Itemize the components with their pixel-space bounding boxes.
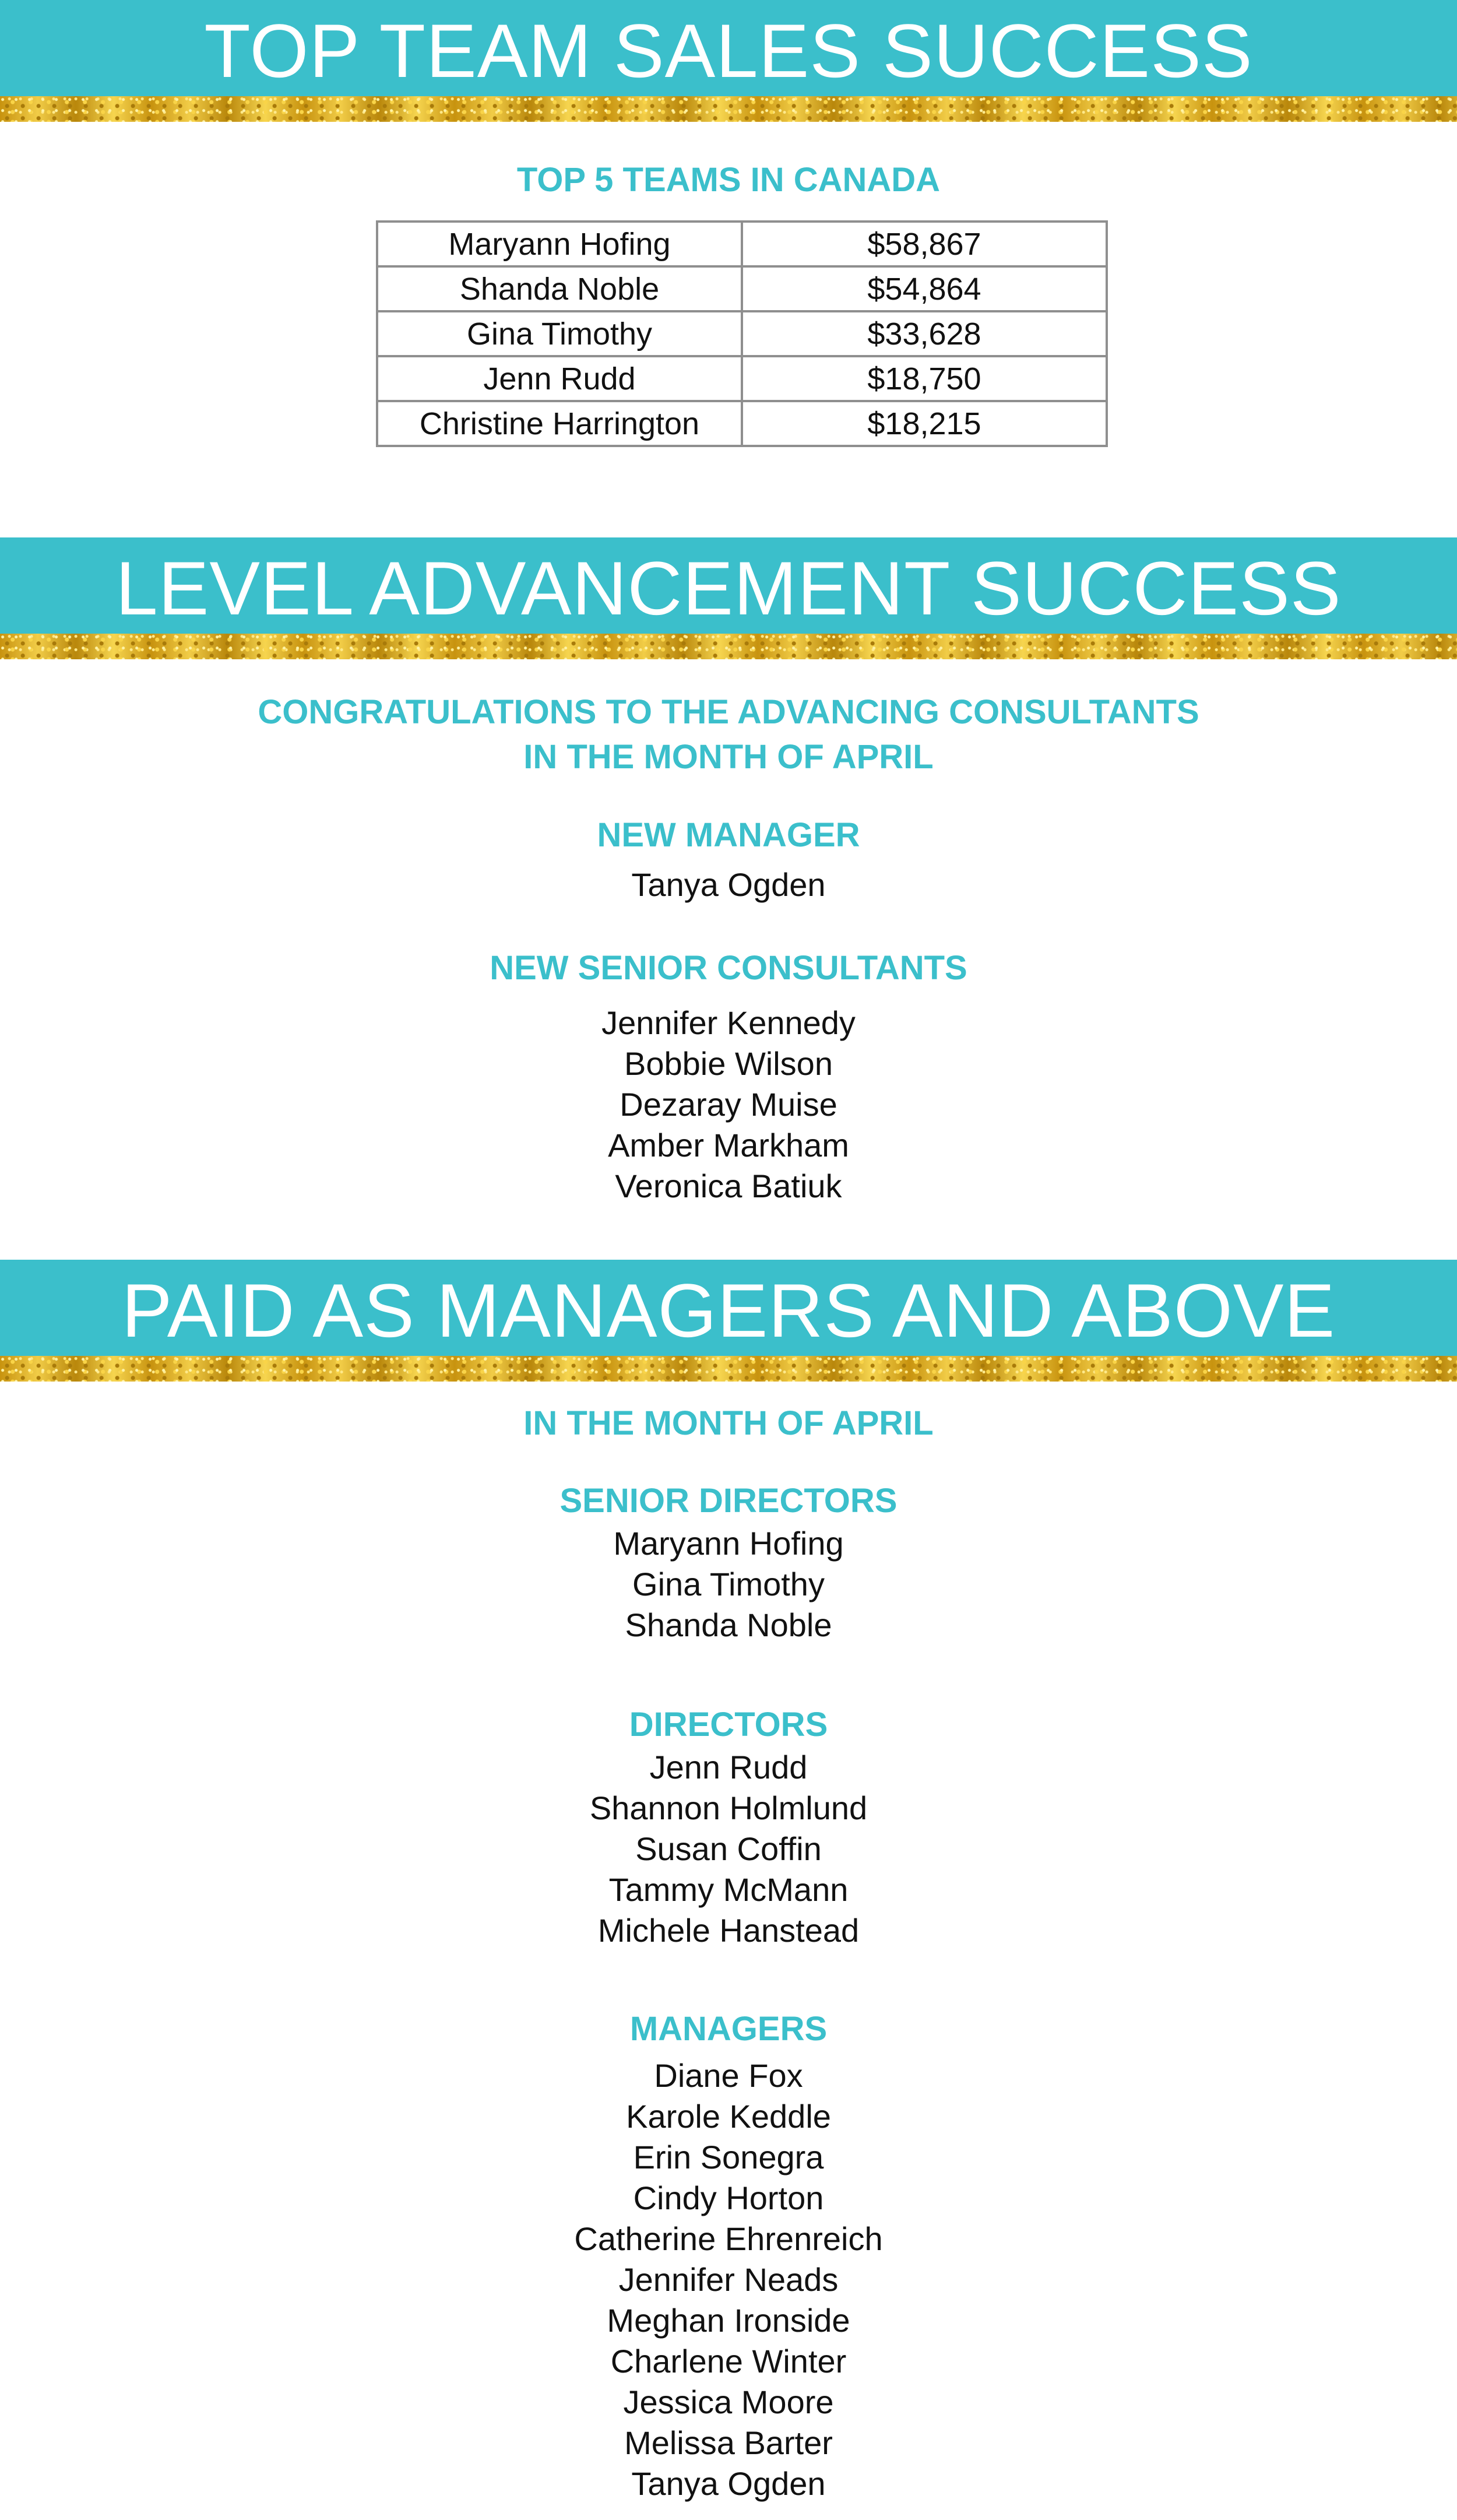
list-item: Jenn Rudd [649, 1749, 808, 1786]
congrats-heading-line1: CONGRATULATIONS TO THE ADVANCING CONSULTANTS [258, 693, 1199, 731]
team-name-cell: Christine Harrington [377, 401, 742, 446]
list-item: Catherine Ehrenreich [574, 2220, 883, 2257]
top-team-banner [0, 0, 1457, 122]
paid-as-managers-banner-title: PAID AS MANAGERS AND ABOVE [121, 1267, 1336, 1353]
table-row [377, 266, 1107, 311]
list-item: Tanya Ogden [631, 2465, 826, 2502]
gold-glitter-stripe [0, 1356, 1457, 1382]
list-item: Diane Fox [654, 2057, 803, 2094]
directors-heading: DIRECTORS [629, 1706, 828, 1744]
list-item: Maryann Hofing [613, 1525, 844, 1562]
top-teams-table [376, 220, 1108, 447]
top-teams-subtitle: TOP 5 TEAMS IN CANADA [516, 161, 941, 199]
list-item: Veronica Batiuk [615, 1168, 842, 1204]
senior-directors-heading: SENIOR DIRECTORS [559, 1482, 898, 1520]
paid-as-managers-banner-band [0, 1260, 1457, 1356]
level-advancement-banner-title: LEVEL ADVANCEMENT SUCCESS [115, 545, 1342, 631]
new-manager-heading: NEW MANAGER [597, 816, 860, 854]
table-row [377, 222, 1107, 266]
table-row [377, 401, 1107, 446]
gold-glitter-stripe [0, 634, 1457, 659]
list-item: Erin Sonegra [633, 2139, 824, 2175]
new-senior-consultants-list [0, 1003, 1457, 1207]
team-name-cell: Maryann Hofing [377, 222, 742, 266]
team-name-cell: Shanda Noble [377, 266, 742, 311]
level-advancement-banner-band [0, 537, 1457, 634]
team-name-cell: Gina Timothy [377, 311, 742, 356]
team-amount-cell: $18,215 [742, 401, 1107, 446]
paid-month-subtitle: IN THE MONTH OF APRIL [523, 1404, 934, 1442]
list-item: Tanya Ogden [631, 866, 826, 903]
team-name-cell: Jenn Rudd [377, 356, 742, 401]
top-team-banner-band [0, 0, 1457, 96]
list-item: Shannon Holmlund [589, 1790, 868, 1826]
team-amount-cell: $18,750 [742, 356, 1107, 401]
list-item: Melissa Barter [624, 2424, 833, 2461]
list-item: Jessica Moore [623, 2384, 834, 2420]
list-item: Michele Hanstead [597, 1912, 860, 1949]
senior-directors-list [0, 1523, 1457, 1646]
level-advancement-banner [0, 537, 1457, 659]
new-manager-list [0, 864, 1457, 905]
list-item: Cindy Horton [633, 2180, 824, 2216]
team-amount-cell: $58,867 [742, 222, 1107, 266]
gold-glitter-stripe [0, 96, 1457, 122]
list-item: Charlene Winter [610, 2343, 847, 2380]
list-item: Jennifer Neads [618, 2261, 839, 2298]
list-item: Tammy McMann [608, 1871, 849, 1908]
list-item: Susan Coffin [635, 1830, 822, 1867]
team-amount-cell: $33,628 [742, 311, 1107, 356]
team-amount-cell: $54,864 [742, 266, 1107, 311]
list-item: Jennifer Kennedy [601, 1004, 856, 1041]
list-item: Dezaray Muise [620, 1086, 837, 1123]
congrats-heading-line2: IN THE MONTH OF APRIL [523, 738, 934, 776]
new-senior-consultants-heading: NEW SENIOR CONSULTANTS [490, 949, 967, 987]
list-item: Meghan Ironside [607, 2302, 850, 2339]
paid-as-managers-banner [0, 1260, 1457, 1382]
top-team-banner-title: TOP TEAM SALES SUCCESS [204, 8, 1253, 93]
managers-heading: MANAGERS [629, 2010, 828, 2048]
list-item: Shanda Noble [625, 1607, 832, 1643]
table-row [377, 311, 1107, 356]
list-item: Karole Keddle [626, 2098, 831, 2135]
managers-list [0, 2055, 1457, 2504]
table-row [377, 356, 1107, 401]
list-item: Bobbie Wilson [624, 1045, 833, 1082]
directors-list [0, 1747, 1457, 1951]
list-item: Amber Markham [608, 1127, 849, 1164]
list-item: Gina Timothy [632, 1566, 825, 1602]
